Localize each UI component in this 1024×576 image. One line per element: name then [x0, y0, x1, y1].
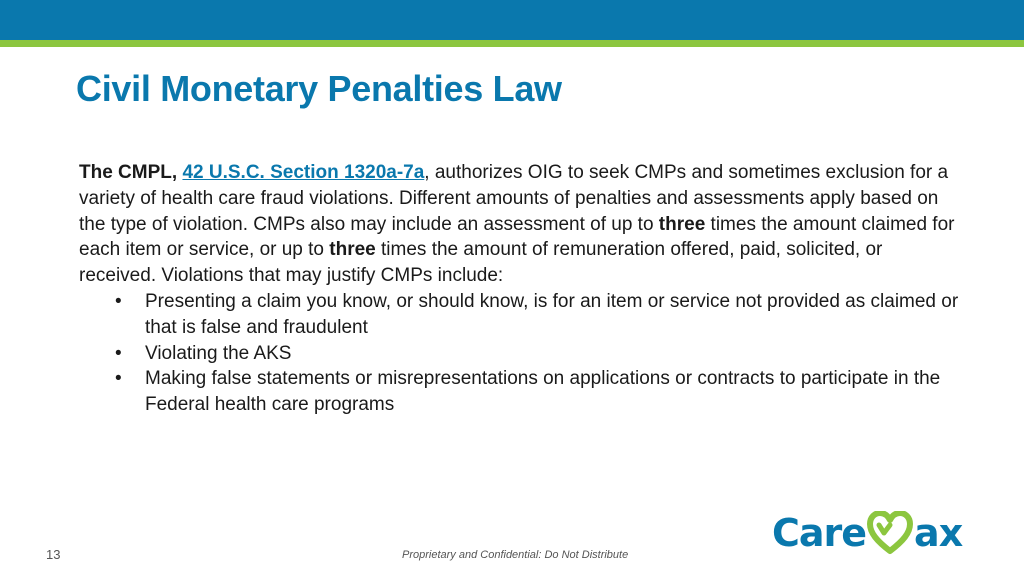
emphasis-three-1: three [658, 213, 706, 235]
paragraph-text-3: times the amount of remuneration offered, paid, solicited, or received. Violations that may justify CMPs include: [79, 239, 883, 287]
caremax-logo [772, 508, 962, 558]
list-item [79, 366, 959, 418]
logo-text-care: Care [772, 511, 867, 555]
heart-m-icon [867, 511, 913, 555]
lead-bold-text: The CMPL, [79, 162, 178, 183]
confidentiality-footer: Proprietary and Confidential: Do Not Distribute [402, 549, 629, 561]
list-item-text: Presenting a claim you know, or should know, is for an item or service not provided as claimed or that is false and fraudulent [145, 290, 959, 338]
bullet-icon: • [115, 290, 122, 312]
slide-title: Civil Monetary Penalties Law [76, 68, 562, 109]
paragraph-text-2: times the amount claimed for each item or service, or up to [79, 213, 955, 261]
intro-paragraph [79, 160, 959, 289]
slide-body [79, 160, 959, 418]
page-number: 13 [46, 547, 61, 562]
header-bar [0, 0, 1024, 40]
logo-text-ax: ax [914, 511, 963, 555]
list-item-text: Violating the AKS [145, 342, 292, 364]
bullet-icon: • [115, 342, 122, 364]
header-accent-stripe [0, 40, 1024, 47]
list-item-text: Making false statements or misrepresentations on applications or contracts to participate in the Federal health care programs [145, 368, 941, 416]
emphasis-three-2: three [329, 239, 376, 261]
bullet-icon: • [115, 368, 122, 390]
violations-list [79, 289, 959, 418]
list-item [79, 341, 959, 367]
list-item [79, 289, 959, 341]
paragraph-text-1: , authorizes OIG to seek CMPs and sometimes exclusion for a variety of health care fraud violations. Different amounts of penalties and assessments apply based on the type of violation. CMPs also may include an assessment of up to [79, 162, 949, 235]
statute-link[interactable]: 42 U.S.C. Section 1320a-7a [182, 162, 425, 183]
